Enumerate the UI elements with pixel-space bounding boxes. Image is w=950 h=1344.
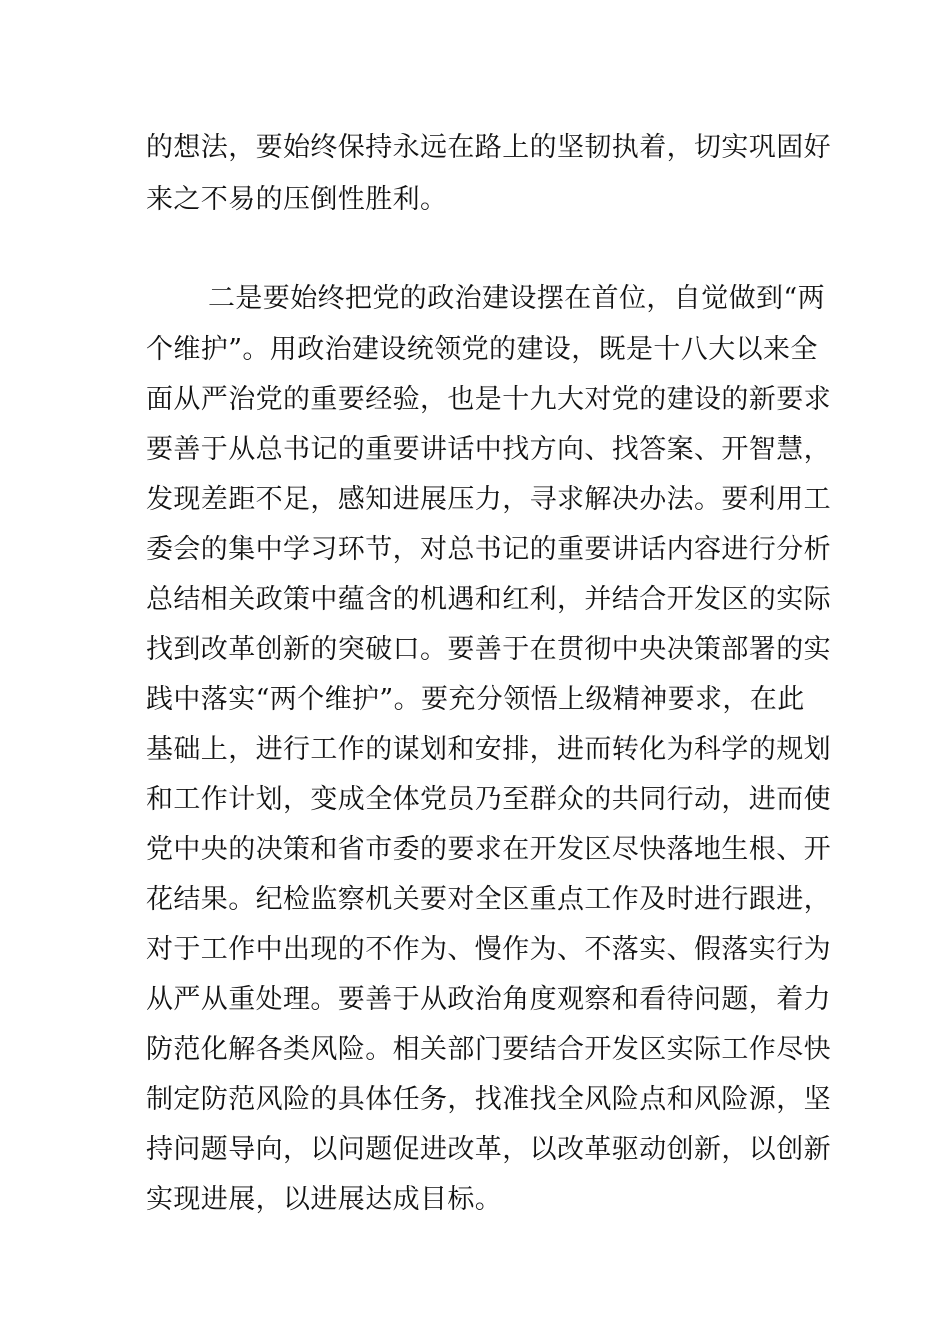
paragraph-2-line: 要善于从总书记的重要讲话中找方向、找答案、开智慧，: [146, 434, 831, 465]
paragraph-2-line: 花结果。纪检监察机关要对全区重点工作及时进行跟进，: [146, 884, 831, 915]
paragraph-2-line: 委会的集中学习环节，对总书记的重要讲话内容进行分析: [146, 534, 831, 565]
paragraph-2-line: 找到改革创新的突破口。要善于在贯彻中央决策部署的实: [146, 634, 831, 665]
paragraph-1-line: 的想法，要始终保持永远在路上的坚韧执着，切实巩固好: [146, 132, 831, 163]
paragraph-2-line: 发现差距不足，感知进展压力，寻求解决办法。要利用工: [146, 484, 831, 515]
paragraph-2-line: 从严从重处理。要善于从政治角度观察和看待问题，着力: [146, 984, 831, 1015]
paragraph-2-line: 实现进展，以进展达成目标。: [146, 1184, 503, 1215]
paragraph-2-line: 防范化解各类风险。相关部门要结合开发区实际工作尽快: [146, 1034, 831, 1065]
paragraph-2-line: 面从严治党的重要经验，也是十九大对党的建设的新要求: [146, 384, 831, 415]
paragraph-2-line: 党中央的决策和省市委的要求在开发区尽快落地生根、开: [146, 834, 831, 865]
paragraph-1-line: 来之不易的压倒性胜利。: [146, 184, 448, 215]
paragraph-2-line: 基础上，进行工作的谋划和安排，进而转化为科学的规划: [146, 734, 831, 765]
paragraph-2-line: 个维护”。用政治建设统领党的建设，既是十八大以来全: [146, 334, 818, 365]
paragraph-2-line: 对于工作中出现的不作为、慢作为、不落实、假落实行为: [146, 934, 831, 965]
paragraph-2-line: 制定防范风险的具体任务，找准找全风险点和风险源，坚: [146, 1084, 831, 1115]
paragraph-2-line: 和工作计划，变成全体党员乃至群众的共同行动，进而使: [146, 784, 831, 815]
paragraph-2-line: 持问题导向，以问题促进改革，以改革驱动创新，以创新: [146, 1134, 831, 1165]
paragraph-2-line: 践中落实“两个维护”。要充分领悟上级精神要求，在此: [146, 684, 805, 715]
paragraph-2-line: 二是要始终把党的政治建设摆在首位，自觉做到“两: [208, 283, 826, 314]
paragraph-2-line: 总结相关政策中蕴含的机遇和红利，并结合开发区的实际: [146, 584, 831, 615]
